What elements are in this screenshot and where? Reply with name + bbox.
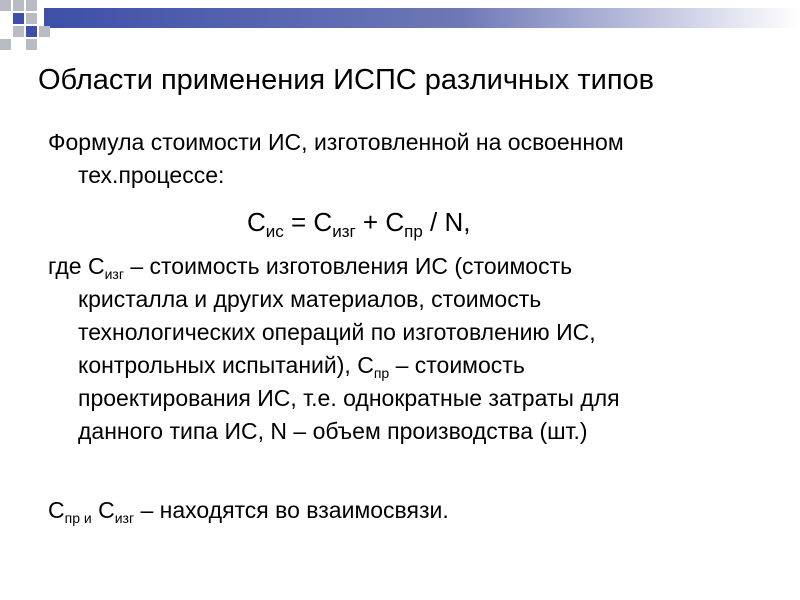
deco-square <box>13 26 24 37</box>
gradient-bar <box>44 8 800 28</box>
deco-square <box>26 26 37 37</box>
cost-formula <box>247 207 471 241</box>
decorative-header-bar <box>0 0 800 60</box>
formula-sub-pr: пр <box>404 222 423 241</box>
deco-square <box>26 39 37 50</box>
subscript: пр <box>373 365 390 381</box>
formula-equals: = <box>283 207 314 237</box>
slide-title: Области применения ИСПС различных типов <box>38 64 655 96</box>
text-run: С <box>91 497 115 523</box>
formula-c2: С <box>313 207 333 237</box>
definition-line-4 <box>48 349 620 382</box>
subscript: изг <box>114 510 135 526</box>
intro-line-1: Формула стоимости ИС, изготовленной на освоенном <box>48 129 624 155</box>
text-run: – стоимость <box>389 352 525 378</box>
formula-c3: С <box>385 207 405 237</box>
text-run: С <box>48 497 65 523</box>
deco-square <box>26 13 37 24</box>
deco-square <box>0 0 11 11</box>
definition-line-6: данного типа ИС, N – объем производства (шт.) <box>78 418 588 444</box>
formula-plus: + <box>355 207 386 237</box>
text-run: контрольных испытаний), С <box>78 352 374 378</box>
deco-square <box>39 26 50 37</box>
text-run: – находятся во взаимосвязи. <box>134 497 449 523</box>
formula-tail: / N, <box>422 207 471 237</box>
formula-sub-ic: ис <box>265 222 284 241</box>
deco-square <box>13 13 24 24</box>
conclusion-paragraph <box>48 494 449 527</box>
deco-square <box>13 0 24 11</box>
definition-line-3: технологических операций по изготовлению ИС, <box>78 319 596 345</box>
text-run: – стоимость изготовления ИС (стоимость <box>123 253 573 279</box>
definition-paragraph <box>48 250 620 448</box>
definition-line-1 <box>48 250 620 283</box>
subscript: изг <box>104 266 124 282</box>
formula-sub-izg: изг <box>332 222 356 241</box>
definition-line-2: кристалла и других материалов, стоимость <box>78 286 542 312</box>
formula-c1: С <box>247 207 266 237</box>
deco-square <box>0 39 11 50</box>
subscript: пр и <box>64 510 92 526</box>
intro-line-2: тех.процессе: <box>78 162 225 188</box>
deco-square <box>26 0 37 11</box>
definition-line-5: проектирования ИС, т.е. однократные затраты для <box>78 385 620 411</box>
text-run: где С <box>48 253 105 279</box>
formula-intro-paragraph <box>48 126 624 192</box>
